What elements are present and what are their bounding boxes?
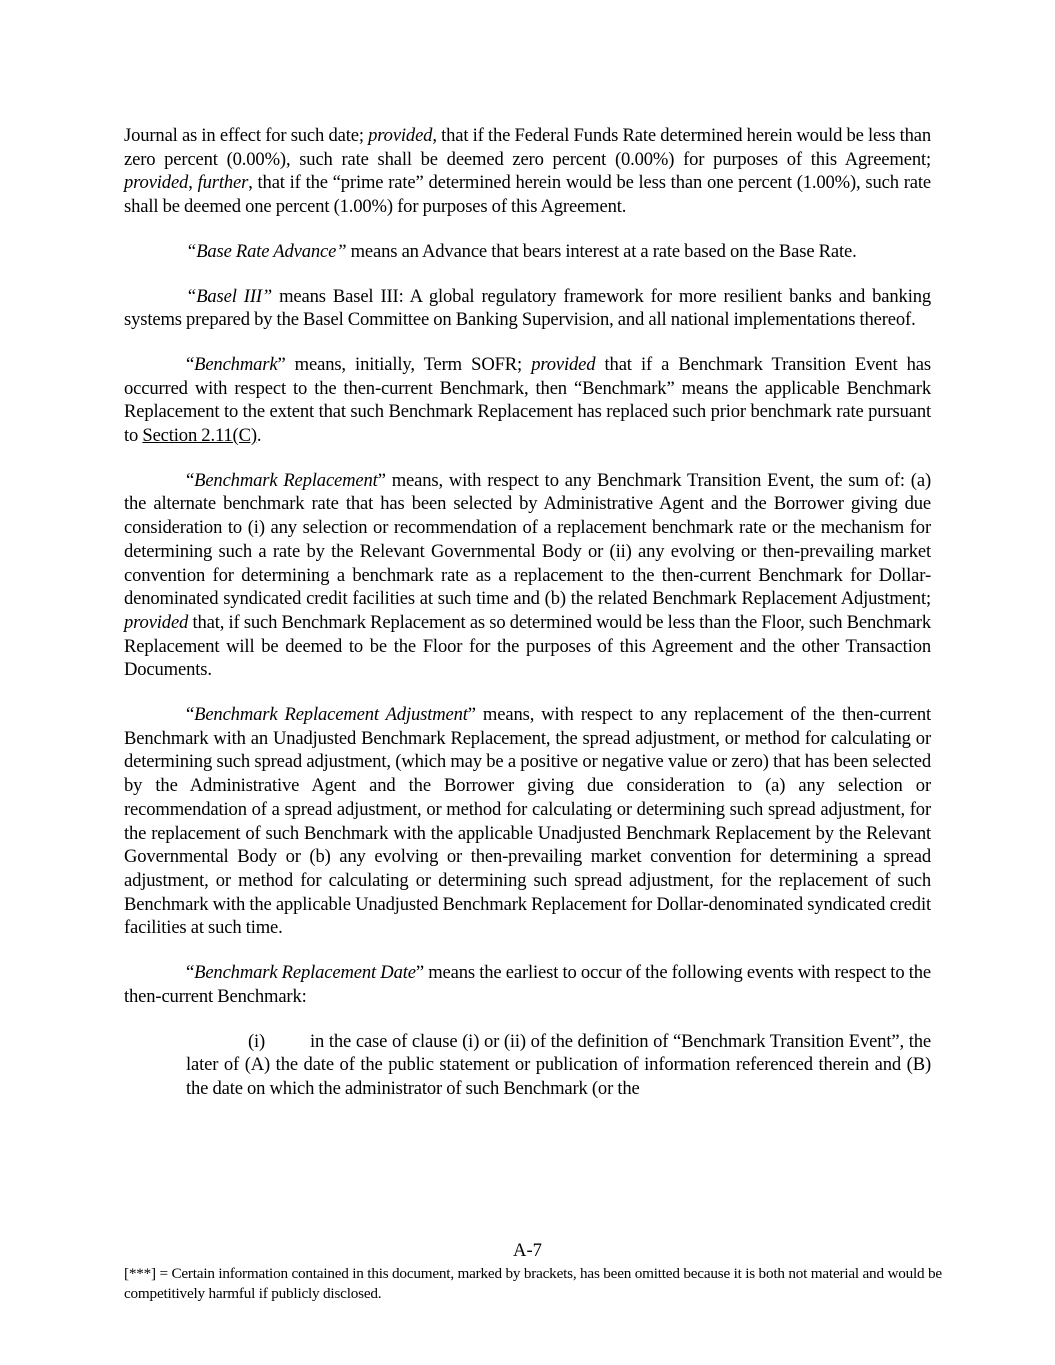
clause-number: (i) [248, 1030, 266, 1052]
definition-benchmark-replacement-date [124, 961, 931, 1008]
italic-provided: provided [531, 353, 596, 375]
document-page [124, 124, 931, 1101]
text-segment: , [188, 172, 198, 194]
page-number: A-7 [513, 1240, 542, 1261]
definition-benchmark-replacement [124, 469, 931, 682]
paragraph-base-rate-continuation [124, 124, 931, 219]
defined-term: Benchmark Replacement Date [194, 962, 416, 984]
definition-body: that, if such Benchmark Replacement as so determined would be less than the Floor, such Benchmark Replacement will be deemed to be the Floor for the purposes of this Agreement and the other Transaction Documents. [124, 611, 931, 681]
clause-i [186, 1030, 931, 1101]
redaction-footnote: [***] = Certain information contained in this document, marked by brackets, has been omitted because it is both not material and would be competitively harmful if publicly disclosed. [124, 1265, 942, 1302]
definition-body: that if a Benchmark Transition Event has occurred with respect to the then-current Benchmark, then “Benchmark” means the applicable Benchmark Replacement to the extent that such Benchmark Replacement has replaced such prior benchmark rate pursuant to [124, 353, 931, 447]
italic-further: further [197, 172, 249, 194]
definition-body: means, with respect to any replacement of the then-current Benchmark with an Unadjusted Benchmark Replacement, the spread adjustment, or method for calculating or determining such spread adjustment, (which may be a positive or negative value or zero) that has been selected by the Administrative Agent and the Borrower giving due consideration to (a) any selection or recommendation of a spread adjustment, or method for calculating or determining such spread adjustment, for the replacement of such Benchmark with the applicable Unadjusted Benchmark Replacement by the Relevant Governmental Body or (b) any evolving or then-prevailing market convention for determining a spread adjustment, or method for calculating or determining such spread adjustment, for the replacement of such Benchmark with the applicable Unadjusted Benchmark Replacement for Dollar-denominated syndicated credit facilities at such time. [124, 704, 932, 939]
definition-body: means an Advance that bears interest at a rate based on the Base Rate. [346, 240, 857, 262]
defined-term: Benchmark [194, 353, 278, 375]
close-quote: ” [415, 962, 424, 984]
defined-term: Benchmark Replacement [194, 469, 378, 491]
italic-provided: provided [124, 172, 189, 194]
close-quote: ” [277, 353, 286, 375]
italic-provided: provided [124, 611, 189, 633]
definition-benchmark [124, 353, 931, 448]
definition-base-rate-advance [124, 240, 931, 264]
definition-body: means Basel III: A global regulatory framework for more resilient banks and banking systems prepared by the Basel Committee on Banking Supervision, and all national implementations thereof. [124, 285, 932, 331]
open-quote: “ [186, 469, 195, 491]
section-reference-link[interactable]: Section 2.11(C) [142, 425, 257, 447]
open-quote: “ [186, 962, 195, 984]
defined-term: Benchmark Replacement Adjustment [194, 704, 468, 726]
definition-body: means, initially, Term SOFR; [285, 353, 532, 375]
definition-benchmark-replacement-adjustment [124, 703, 931, 940]
definition-body: means the earliest to occur of the following events with respect to the then-current Benchmark: [124, 962, 931, 1007]
definition-body: . [256, 425, 262, 447]
italic-provided: provided [368, 125, 433, 146]
definition-body: means, with respect to any Benchmark Transition Event, the sum of: (a) the alternate benchmark rate that has been selected by Administrative Agent and the Borrower giving due consideration to (i) any selection or recommendation of a replacement benchmark rate or the mechanism for determining such a rate by the Relevant Governmental Body or (ii) any evolving or then-prevailing market convention for determining a benchmark rate as a replacement to the then-current Benchmark for Dollar-denominated syndicated credit facilities at such time and (b) the related Benchmark Replacement Adjustment; [124, 469, 931, 610]
close-quote: ” [377, 469, 386, 491]
open-quote: “ [186, 704, 195, 726]
defined-term: “Base Rate Advance” [186, 240, 347, 262]
clause-text: in the case of clause (i) or (ii) of the definition of “Benchmark Transition Event”, the later of (A) the date of the public statement or publication of information referenced therein and (B) the date on which the administrator of such Benchmark (or the [186, 1030, 931, 1099]
close-quote: ” [467, 704, 476, 726]
defined-term: “Basel III” [186, 285, 273, 307]
text-segment: , that if the Federal Funds Rate determined herein would be less than zero percent (0.00%), such rate shall be deemed zero percent (0.00%) for purposes of this Agreement; [124, 125, 931, 170]
text-segment: , that if the “prime rate” determined herein would be less than one percent (1.00%), such rate shall be deemed one percent (1.00%) for purposes of this Agreement. [124, 172, 931, 218]
open-quote: “ [186, 353, 195, 375]
text-segment: Journal as in effect for such date; [124, 125, 369, 146]
definition-basel-iii [124, 285, 931, 332]
